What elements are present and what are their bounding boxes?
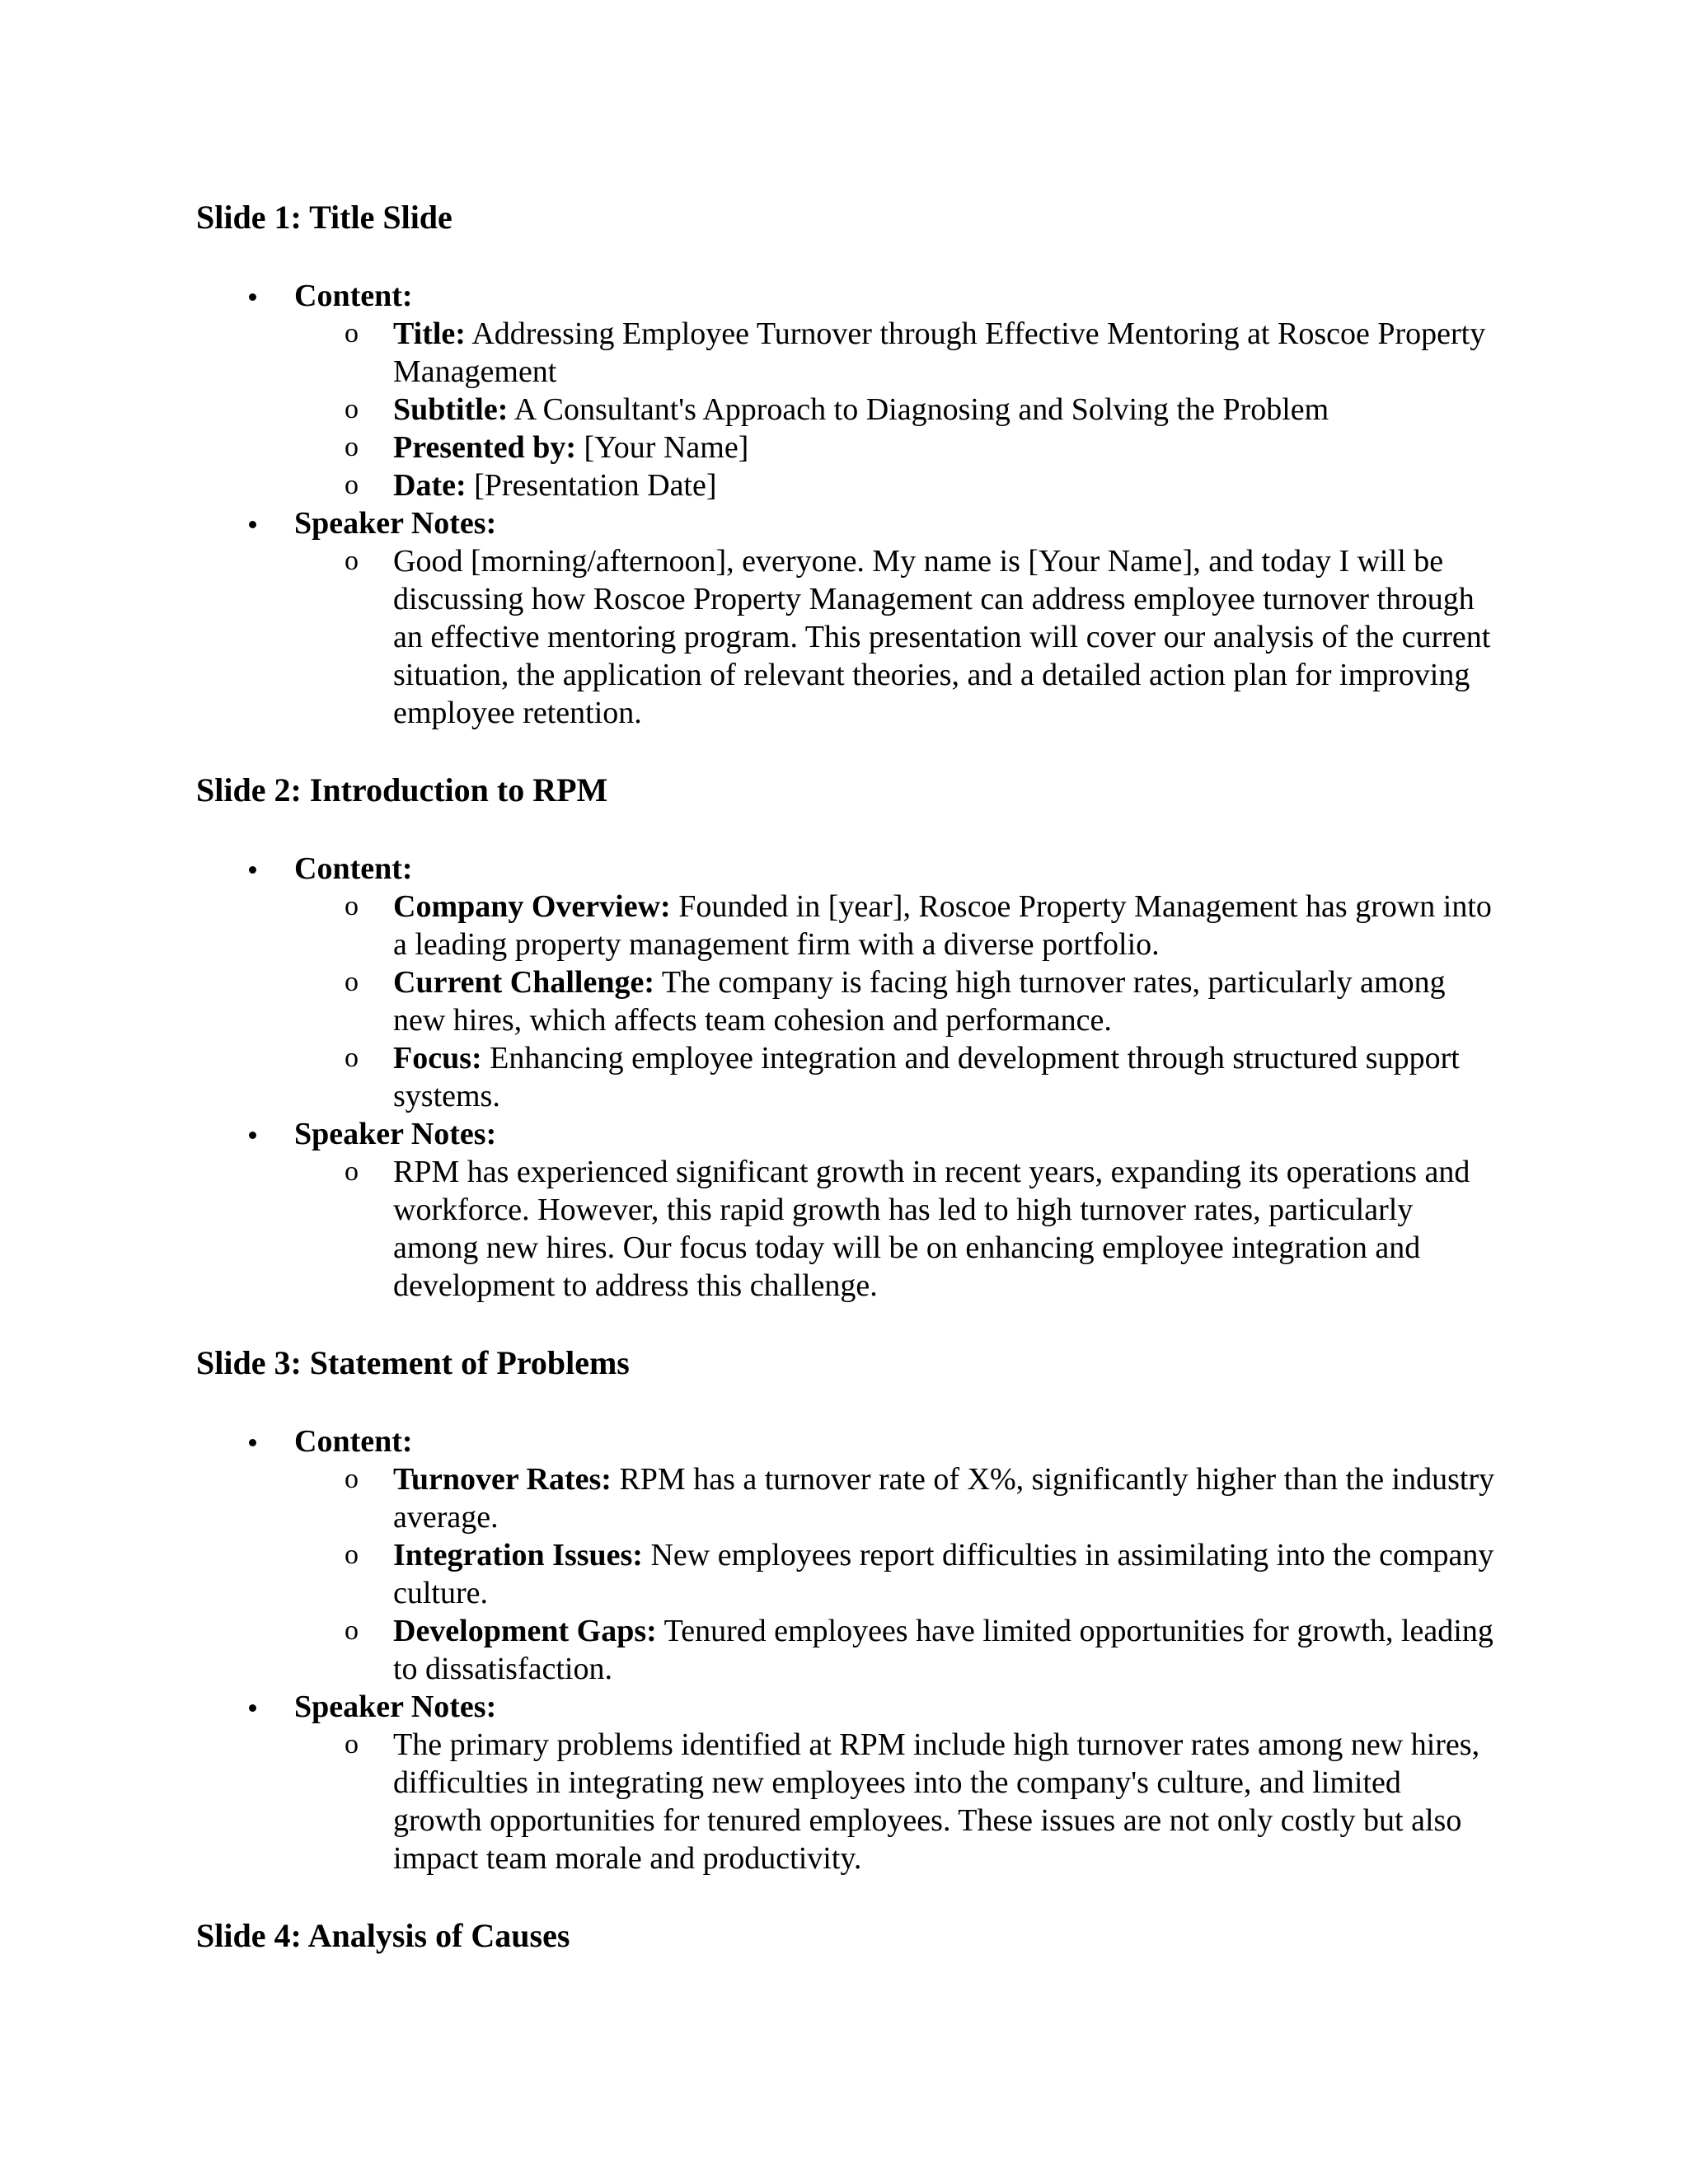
slide-1-notes-bullet: [0, 504, 1688, 542]
item-label: Current Challenge:: [393, 965, 654, 1000]
item-text: The company is facing high turnover rates, particularly among new hires, which affects team cohesion and performance.: [393, 965, 1446, 1038]
slide-2-notes-bullet: [0, 1115, 1688, 1153]
item-label: Development Gaps:: [393, 1614, 657, 1648]
circle-bullet-icon: o: [345, 318, 359, 349]
slide-3-heading: Slide 3: Statement of Problems: [196, 1344, 630, 1381]
slide-3-content-bullet: [0, 1422, 1688, 1460]
circle-bullet-icon: o: [345, 1464, 359, 1494]
circle-bullet-icon: o: [345, 1729, 359, 1760]
circle-bullet-icon: o: [345, 546, 359, 576]
notes-text: RPM has experienced significant growth in recent years, expanding its operations and workforce. However, this rapid growth has led to high turnover rates, particularly among new hires. Our focus today will be on enhancing employee integration and development to address this challenge.: [393, 1155, 1470, 1303]
circle-bullet-icon: o: [345, 1156, 359, 1187]
bullet-dot-icon: [249, 293, 256, 301]
item-text: RPM has a turnover rate of X%, significantly higher than the industry average.: [393, 1462, 1495, 1535]
slide-2-content-bullet: [0, 850, 1688, 888]
item-label: Subtitle:: [393, 392, 509, 427]
item-label: Focus:: [393, 1041, 482, 1076]
item-text: Tenured employees have limited opportunities for growth, leading to dissatisfaction.: [393, 1614, 1493, 1686]
circle-bullet-icon: o: [345, 1540, 359, 1570]
item-text: Addressing Employee Turnover through Effective Mentoring at Roscoe Property Management: [393, 316, 1486, 389]
circle-bullet-icon: o: [345, 1043, 359, 1073]
bullet-dot-icon: [249, 1132, 256, 1139]
bullet-dot-icon: [249, 866, 256, 874]
item-label: Date:: [393, 468, 467, 503]
item-text: Enhancing employee integration and development through structured support systems.: [393, 1041, 1460, 1113]
item-text: New employees report difficulties in assimilating into the company culture.: [393, 1538, 1494, 1610]
content-label: Content:: [294, 851, 413, 886]
item-label: Presented by:: [393, 430, 576, 465]
item-label: Integration Issues:: [393, 1538, 643, 1572]
slide-4-heading: Slide 4: Analysis of Causes: [196, 1917, 570, 1954]
item-label: Company Overview:: [393, 889, 671, 924]
circle-bullet-icon: o: [345, 394, 359, 424]
item-label: Title:: [393, 316, 466, 351]
circle-bullet-icon: o: [345, 432, 359, 462]
item-text: [Presentation Date]: [474, 468, 717, 503]
notes-text: The primary problems identified at RPM include high turnover rates among new hires, difficulties in integrating new employees into the company's culture, and limited growth opportunities for tenured employees. These issues are not only costly but also impact team morale and productivity.: [393, 1727, 1480, 1876]
notes-label: Speaker Notes:: [294, 506, 497, 541]
circle-bullet-icon: o: [345, 1615, 359, 1646]
circle-bullet-icon: o: [345, 967, 359, 997]
content-label: Content:: [294, 1424, 413, 1459]
bullet-dot-icon: [249, 521, 256, 528]
notes-text: Good [morning/afternoon], everyone. My name is [Your Name], and today I will be discussing how Roscoe Property Management can address employee turnover through an effective mentoring program. This presentation will cover our analysis of the current situation, the application of relevant theories, and a detailed action plan for improving employee retention.: [393, 544, 1491, 730]
circle-bullet-icon: o: [345, 470, 359, 500]
item-text: [Your Name]: [584, 430, 749, 465]
item-label: Turnover Rates:: [393, 1462, 612, 1497]
content-label: Content:: [294, 279, 413, 313]
bullet-dot-icon: [249, 1439, 256, 1446]
slide-3-notes-bullet: [0, 1688, 1688, 1726]
slide-1-content-bullet: [0, 277, 1688, 315]
bullet-dot-icon: [249, 1704, 256, 1712]
item-text: Founded in [year], Roscoe Property Management has grown into a leading property management firm with a diverse portfolio.: [393, 889, 1492, 962]
notes-label: Speaker Notes:: [294, 1690, 497, 1724]
circle-bullet-icon: o: [345, 891, 359, 921]
item-text: A Consultant's Approach to Diagnosing and Solving the Problem: [513, 392, 1329, 427]
slide-1-heading: Slide 1: Title Slide: [196, 199, 452, 236]
slide-2-heading: Slide 2: Introduction to RPM: [196, 771, 608, 808]
notes-label: Speaker Notes:: [294, 1117, 497, 1151]
